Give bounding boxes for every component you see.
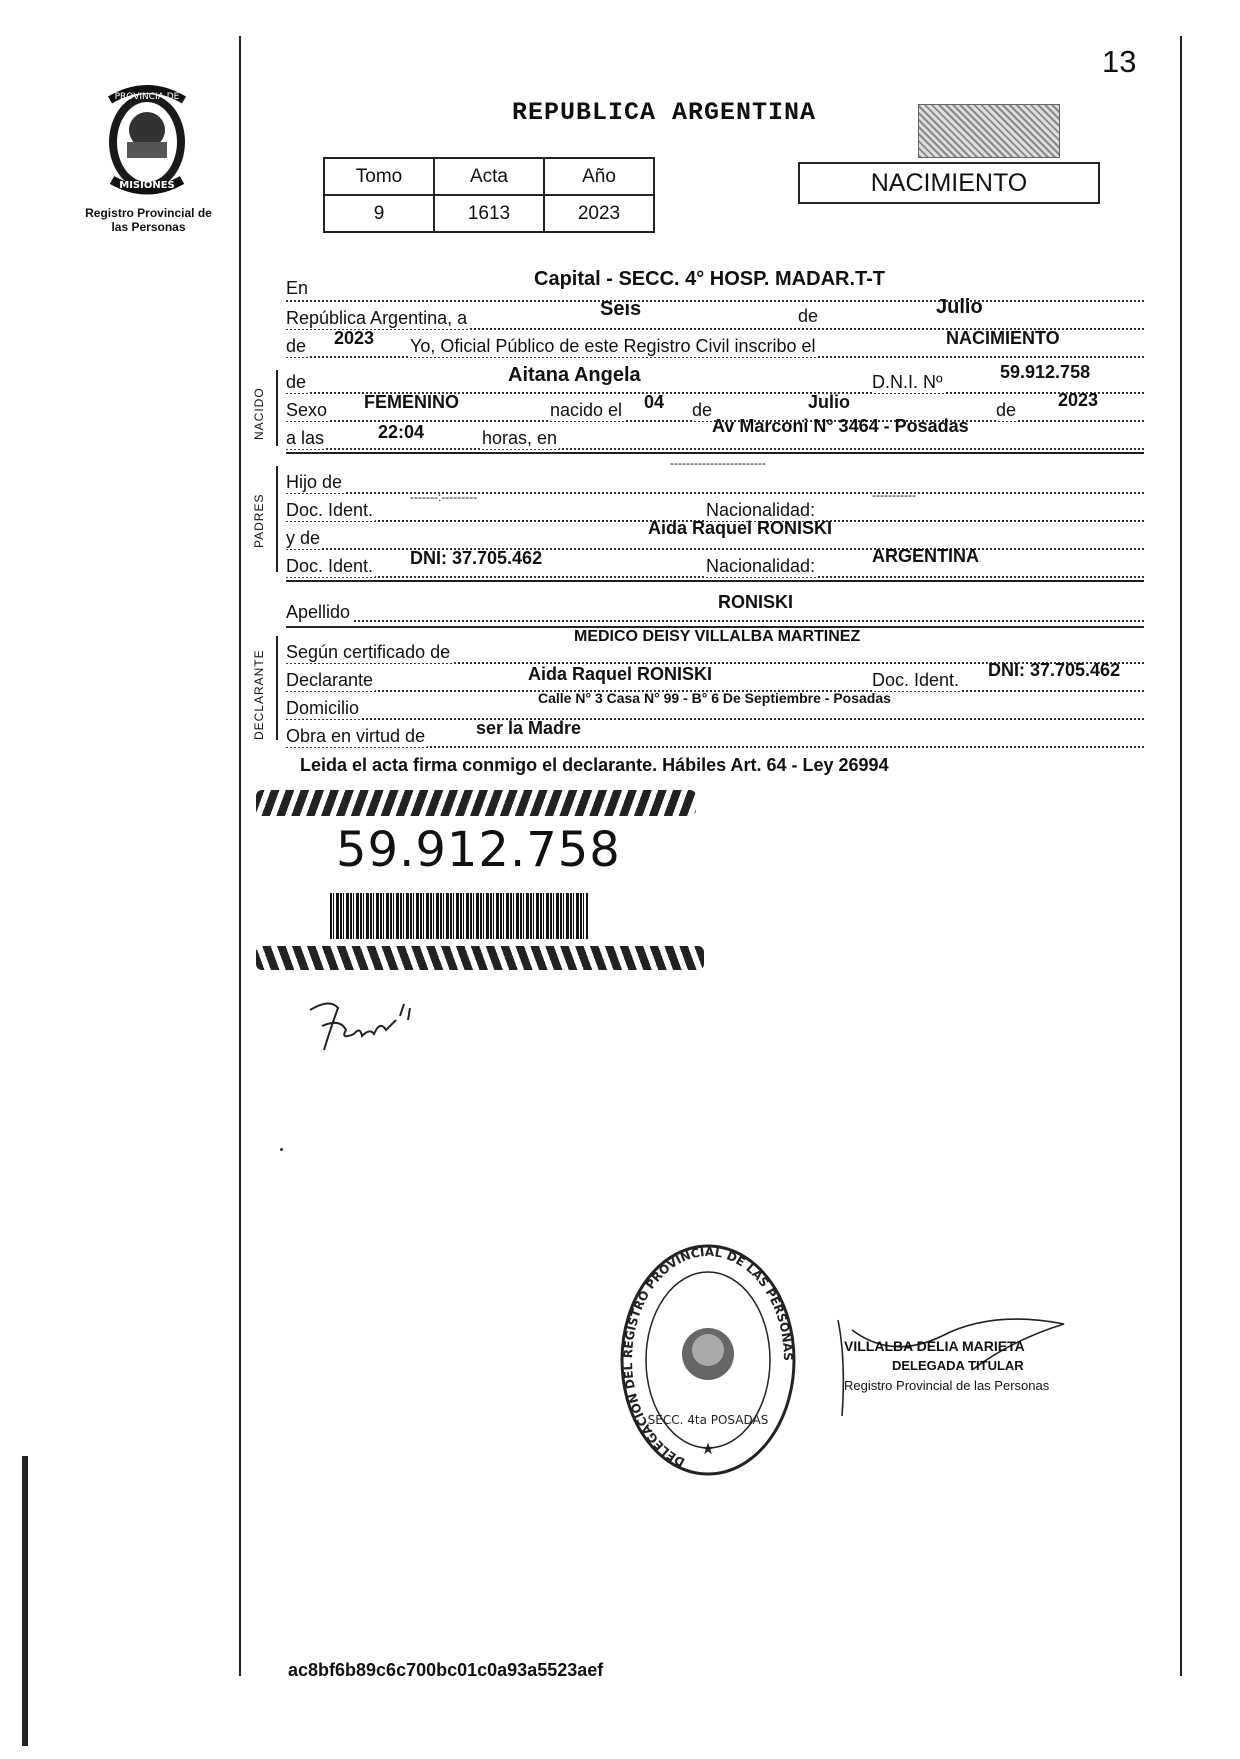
label-horas-en: horas, en	[482, 428, 558, 448]
value-apellido: RONISKI	[718, 592, 794, 612]
value-padre-doc: -------:---------	[410, 490, 478, 504]
table-header-tomo: Tomo	[324, 158, 434, 195]
label-a-las: a las	[286, 428, 325, 448]
section-line-nacido	[276, 370, 278, 446]
value-hora: 22:04	[378, 422, 425, 442]
row-nombre	[286, 362, 1144, 394]
label-de-2: de	[996, 400, 1017, 420]
stamp-seal-icon	[618, 1242, 798, 1478]
row-doc-madre	[286, 546, 1144, 578]
label-apellido: Apellido	[286, 602, 351, 622]
value-anio: 2023	[334, 328, 375, 348]
value-lugar: Capital - SECC. 4° HOSP. MADAR.T-T	[534, 268, 886, 290]
table-header-acta: Acta	[434, 158, 544, 195]
security-hologram	[918, 104, 1060, 158]
svg-text:PROVINCIA DE: PROVINCIA DE	[114, 92, 180, 102]
table-value-anio: 2023	[544, 195, 654, 232]
label-yo-oficial: Yo, Oficial Público de este Registro Civil inscribo el	[410, 336, 816, 356]
section-line-declarante	[276, 636, 278, 740]
security-pattern-top	[256, 790, 696, 816]
province-seal-icon	[90, 80, 205, 198]
value-nac-dia: 04	[644, 392, 665, 412]
value-declarante-doc: DNI: 37.705.462	[988, 660, 1121, 680]
label-sexo: Sexo	[286, 400, 328, 420]
label-doc-ident-2: Doc. Ident.	[286, 556, 374, 576]
official-title: DELEGADA TITULAR	[892, 1358, 1024, 1373]
handwritten-signature-icon	[300, 990, 430, 1060]
row-fecha	[286, 296, 1144, 330]
page-number: 13	[1102, 44, 1137, 79]
value-padre-nac: -----------	[872, 488, 916, 502]
official-name: VILLALBA DELIA MARIETA	[844, 1338, 1025, 1354]
value-declarante: Aida Raquel RONISKI	[528, 664, 713, 684]
label-en: En	[286, 278, 309, 298]
label-obra-en-virtud: Obra en virtud de	[286, 726, 426, 746]
row-obra	[286, 720, 1144, 748]
label-y-de: y de	[286, 528, 321, 548]
section-line-padres	[276, 466, 278, 572]
row-y-de	[286, 518, 1144, 550]
svg-text:★: ★	[700, 1441, 716, 1458]
id-number-large: 59.912.758	[336, 822, 621, 878]
label-republica: República Argentina, a	[286, 308, 468, 328]
label-doc-ident-3: Doc. Ident.	[872, 670, 960, 690]
label-segun-certificado: Según certificado de	[286, 642, 451, 662]
declarant-signature	[300, 990, 430, 1060]
svg-text:MISIONES: MISIONES	[119, 180, 175, 191]
value-obra: ser la Madre	[476, 718, 582, 738]
barcode	[330, 893, 588, 939]
svg-text:SECC. 4ta POSADAS: SECC. 4ta POSADAS	[647, 1413, 769, 1427]
row-hora	[286, 416, 1144, 450]
label-domicilio: Domicilio	[286, 698, 360, 718]
right-border-line	[1180, 36, 1182, 1676]
scan-edge-line	[22, 1456, 28, 1746]
value-padre: ------------------------	[670, 456, 766, 470]
record-type-box: NACIMIENTO	[798, 162, 1100, 204]
label-doc-ident-1: Doc. Ident.	[286, 500, 374, 520]
value-madre-nac: ARGENTINA	[872, 546, 979, 566]
value-madre: Aida Raquel RONISKI	[648, 518, 833, 538]
svg-text:DELEGACION DEL REGISTRO PROVIN: DELEGACION DEL REGISTRO PROVINCIAL DE LAS PERSONAS	[620, 1244, 796, 1470]
document-title: REPUBLICA ARGENTINA	[512, 98, 817, 127]
value-lugar-nac: Av Marconi N° 3464 - Posadas	[712, 416, 969, 436]
security-pattern-bottom	[256, 946, 704, 970]
value-certificado: MEDICO DEISY VILLALBA MARTINEZ	[574, 628, 861, 645]
label-nacionalidad-1: Nacionalidad:	[706, 500, 816, 520]
value-domicilio: Calle N° 3 Casa N° 99 - B° 6 De Septiembre - Posadas	[538, 690, 891, 706]
value-tipo-inscripcion: NACIMIENTO	[946, 328, 1060, 348]
value-madre-doc: DNI: 37.705.462	[410, 548, 543, 568]
table-value-acta: 1613	[434, 195, 544, 232]
record-table	[323, 157, 655, 233]
row-apellido	[286, 594, 1144, 622]
section-label-padres: PADRES	[252, 493, 266, 548]
label-dni: D.N.I. Nº	[872, 372, 943, 392]
value-mes: Julio	[936, 296, 983, 318]
label-de-mes: de	[798, 306, 819, 326]
official-signature-block	[832, 1300, 1072, 1420]
document-hash: ac8bf6b89c6c700bc01c0a93a5523aef	[288, 1660, 604, 1680]
table-header-anio: Año	[544, 158, 654, 195]
separator-padres	[286, 580, 1144, 582]
label-de-name: de	[286, 372, 307, 392]
label-nacido-el: nacido el	[550, 400, 623, 420]
label-declarante: Declarante	[286, 670, 374, 690]
value-nac-anio: 2023	[1058, 390, 1099, 410]
row-domicilio	[286, 692, 1144, 720]
section-label-nacido: NACIDO	[252, 387, 266, 440]
label-hijo-de: Hijo de	[286, 472, 343, 492]
ink-dot	[280, 1148, 283, 1151]
label-nacionalidad-2: Nacionalidad:	[706, 556, 816, 576]
row-inscripcion	[286, 330, 1144, 358]
label-de-1: de	[692, 400, 713, 420]
value-nac-mes: Julio	[808, 392, 851, 412]
official-stamp	[618, 1242, 798, 1478]
left-border-line	[239, 36, 241, 1676]
separator-nacido	[286, 452, 1144, 454]
section-label-declarante: DECLARANTE	[252, 649, 266, 740]
value-sexo: FEMENINO	[364, 392, 460, 412]
label-de-year: de	[286, 336, 307, 356]
value-dni: 59.912.758	[1000, 362, 1091, 382]
value-dia: Seis	[600, 298, 642, 320]
table-value-tomo: 9	[324, 195, 434, 232]
closing-text: Leida el acta firma conmigo el declarante. Hábiles Art. 64 - Ley 26994	[300, 755, 889, 775]
row-lugar	[286, 268, 1144, 302]
registry-name: Registro Provincial de las Personas	[85, 206, 212, 234]
official-registry: Registro Provincial de las Personas	[844, 1378, 1050, 1393]
province-logo	[90, 80, 205, 198]
row-declarante	[286, 660, 1144, 692]
value-nombre: Aitana Angela	[508, 364, 641, 386]
